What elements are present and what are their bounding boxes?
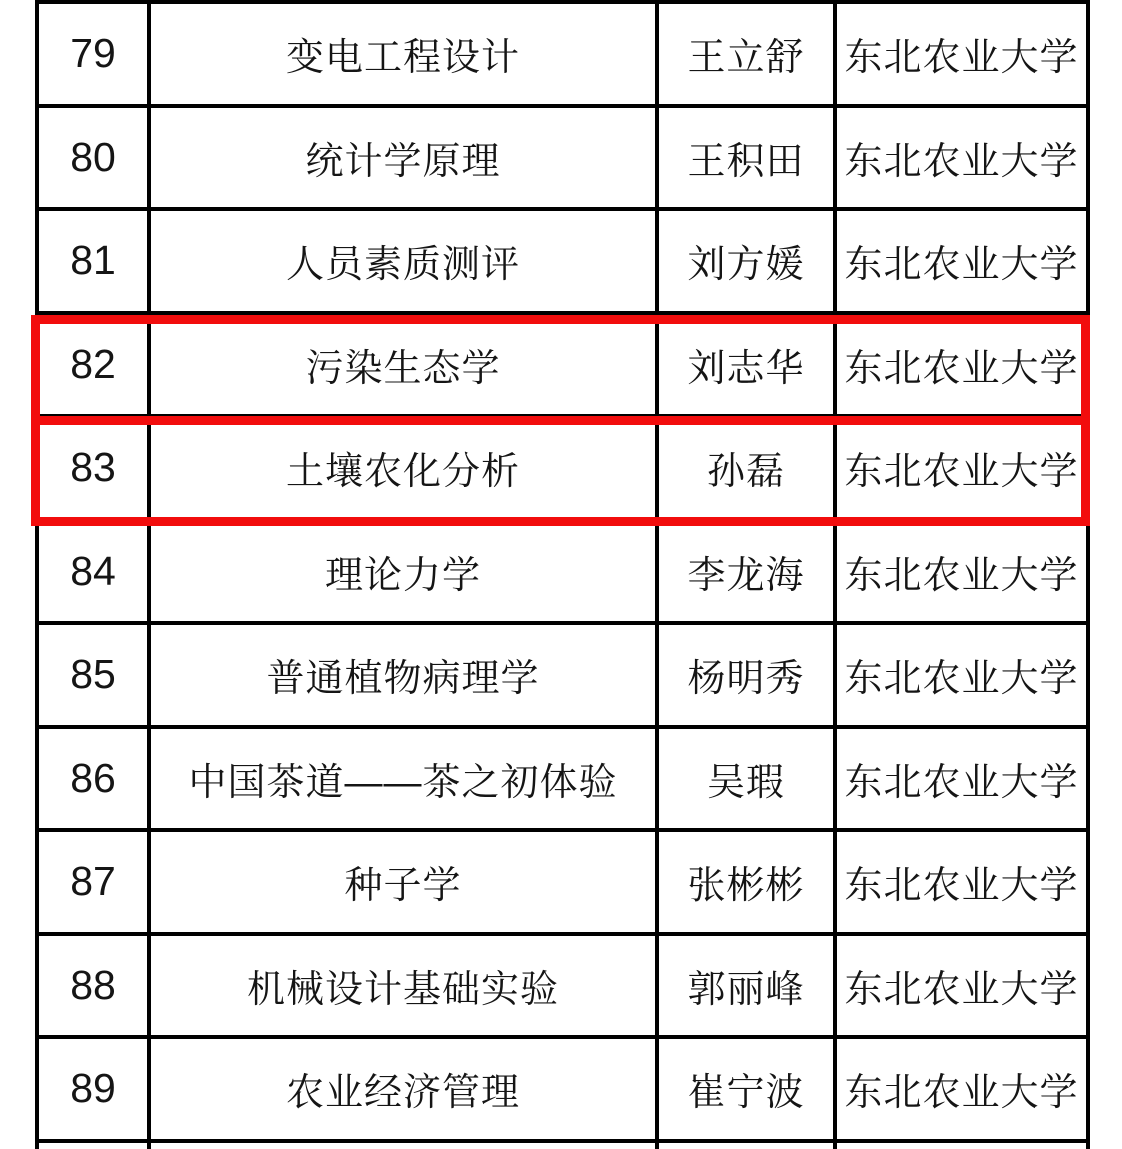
course-name-cell: 理论力学 — [151, 522, 659, 626]
teacher-name-cell: 李龙海 — [659, 522, 837, 626]
university-cell: 东北农业大学 — [837, 729, 1090, 833]
row-number-cell: 81 — [39, 211, 151, 315]
row-number-cell: 89 — [39, 1039, 151, 1143]
university-cell: 东北农业大学 — [837, 4, 1090, 108]
teacher-name-cell: 张彬彬 — [659, 832, 837, 936]
row-number-cell: 87 — [39, 832, 151, 936]
course-name-cell: 变电工程设计 — [151, 4, 659, 108]
teacher-name-cell: 王立舒 — [659, 4, 837, 108]
teacher-name-cell: 杨明秀 — [659, 625, 837, 729]
university-cell: 东北农业大学 — [837, 315, 1090, 419]
university-cell: 东北农业大学 — [837, 108, 1090, 212]
university-cell: 东北农业大学 — [837, 418, 1090, 522]
course-name-cell: 中国茶道——茶之初体验 — [151, 729, 659, 833]
course-name-cell: 种子学 — [151, 832, 659, 936]
row-number-cell: 86 — [39, 729, 151, 833]
row-number-cell: 79 — [39, 4, 151, 108]
teacher-name-cell: 吴瑕 — [659, 729, 837, 833]
university-cell: 东北农业大学 — [837, 1039, 1090, 1143]
teacher-name-cell: 孙磊 — [659, 418, 837, 522]
teacher-name-cell: 崔宁波 — [659, 1039, 837, 1143]
partial-row-cell — [39, 1143, 151, 1149]
course-name-cell: 普通植物病理学 — [151, 625, 659, 729]
teacher-name-cell: 王积田 — [659, 108, 837, 212]
teacher-name-cell: 郭丽峰 — [659, 936, 837, 1040]
university-cell: 东北农业大学 — [837, 832, 1090, 936]
university-cell: 东北农业大学 — [837, 211, 1090, 315]
row-number-cell: 85 — [39, 625, 151, 729]
partial-row-cell — [659, 1143, 837, 1149]
teacher-name-cell: 刘志华 — [659, 315, 837, 419]
row-number-cell: 82 — [39, 315, 151, 419]
partial-row-cell — [151, 1143, 659, 1149]
row-number-cell: 84 — [39, 522, 151, 626]
partial-row-cell — [837, 1143, 1090, 1149]
course-name-cell: 污染生态学 — [151, 315, 659, 419]
university-cell: 东北农业大学 — [837, 522, 1090, 626]
course-name-cell: 统计学原理 — [151, 108, 659, 212]
row-number-cell: 80 — [39, 108, 151, 212]
course-name-cell: 农业经济管理 — [151, 1039, 659, 1143]
course-name-cell: 人员素质测评 — [151, 211, 659, 315]
university-cell: 东北农业大学 — [837, 936, 1090, 1040]
course-table — [35, 0, 1090, 1149]
row-number-cell: 83 — [39, 418, 151, 522]
university-cell: 东北农业大学 — [837, 625, 1090, 729]
row-number-cell: 88 — [39, 936, 151, 1040]
course-name-cell: 土壤农化分析 — [151, 418, 659, 522]
teacher-name-cell: 刘方媛 — [659, 211, 837, 315]
course-name-cell: 机械设计基础实验 — [151, 936, 659, 1040]
